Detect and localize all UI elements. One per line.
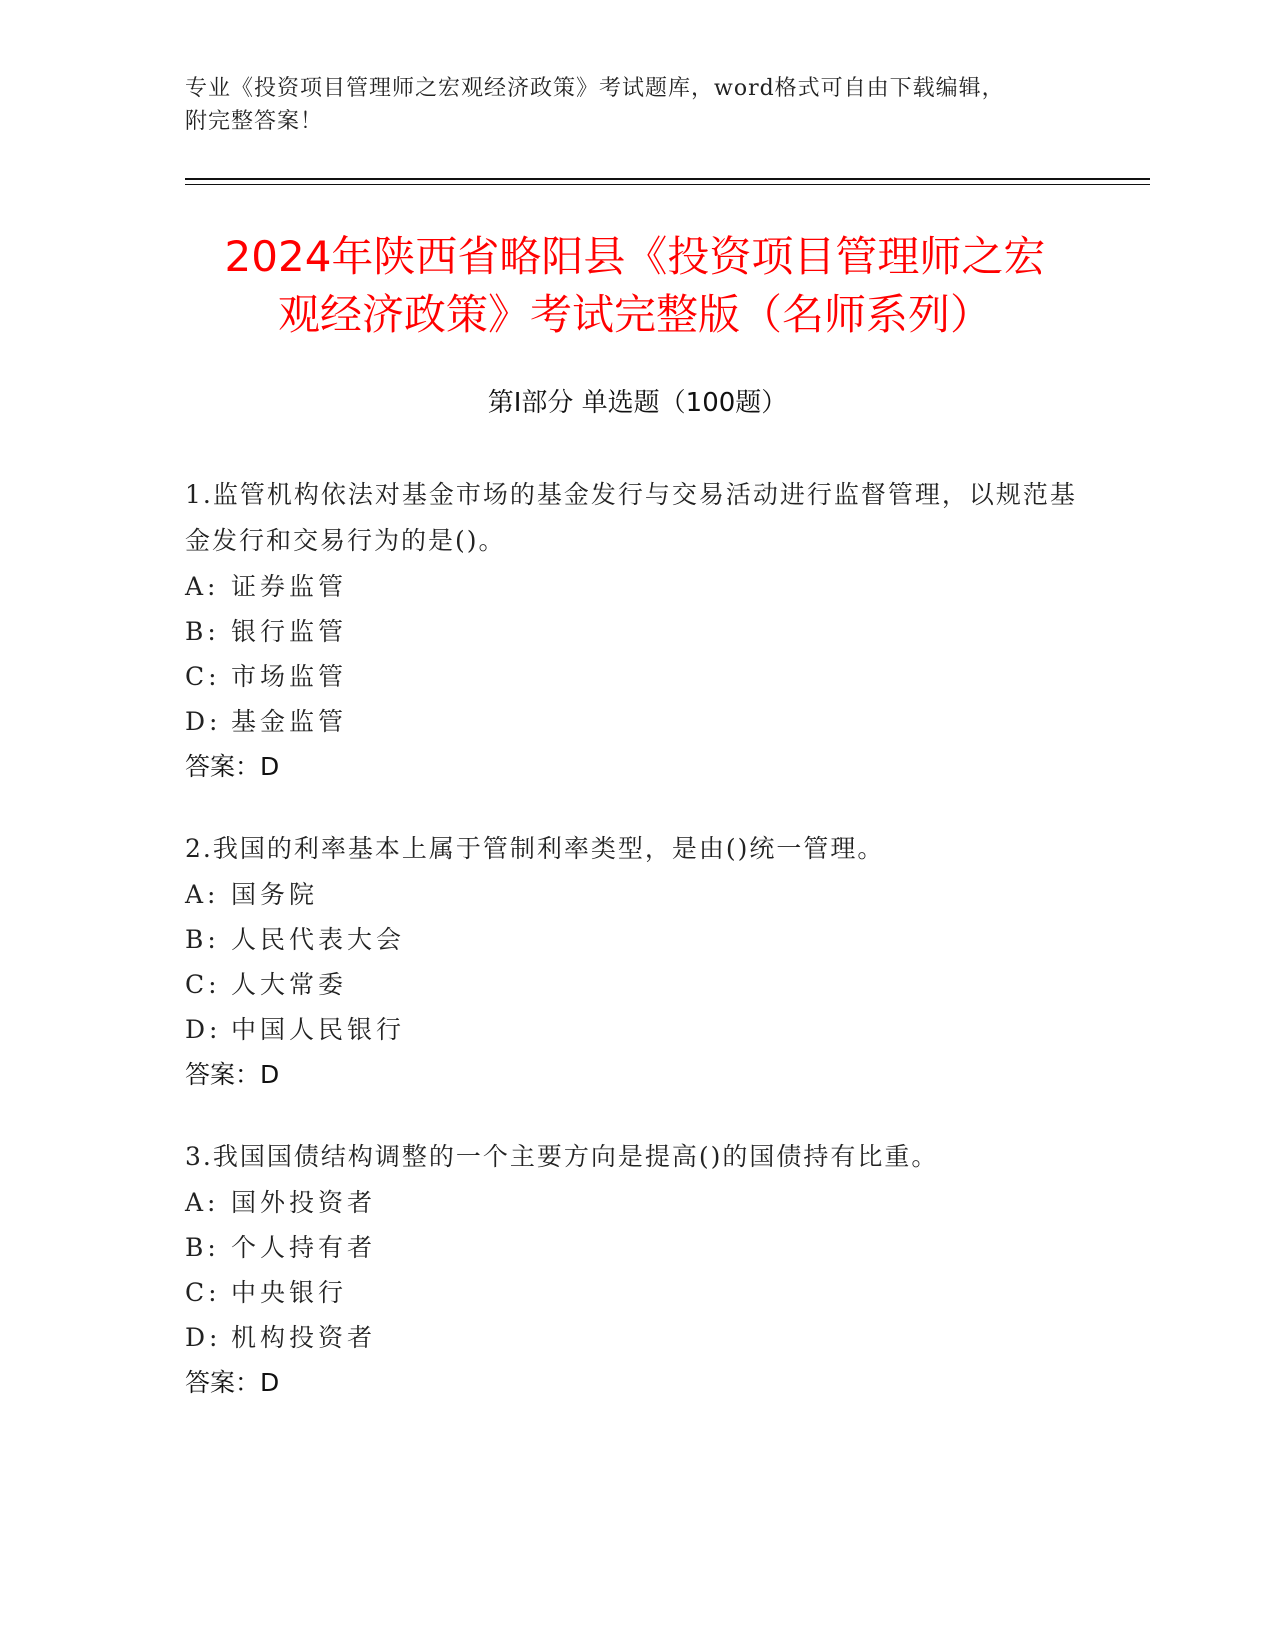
question-text: 1.监管机构依法对基金市场的基金发行与交易活动进行监督管理，以规范基金发行和交易行为的是()。	[185, 480, 1077, 555]
answer-label: 答案：D	[185, 752, 280, 781]
option-a	[185, 1180, 1085, 1225]
section-heading: 第Ⅰ部分 单选题（100题）	[487, 388, 788, 418]
question-3	[185, 1134, 1085, 1406]
option-key: C:	[185, 1278, 221, 1307]
option-b	[185, 609, 1085, 654]
question-list	[185, 472, 1085, 1442]
option-key: B:	[185, 617, 220, 646]
header-note-line-2: 附完整答案！	[185, 109, 324, 134]
option-key: B:	[185, 925, 220, 954]
option-key: C:	[185, 662, 221, 691]
header-divider-thin	[185, 184, 1150, 185]
question-text: 2.我国的利率基本上属于管制利率类型，是由()统一管理。	[185, 834, 885, 863]
header-note	[185, 72, 1085, 138]
option-key: D:	[185, 1323, 222, 1352]
option-text: 基金监管	[231, 707, 348, 736]
header-note-line-1: 专业《投资项目管理师之宏观经济政策》考试题库，word格式可自由下载编辑，	[185, 76, 1005, 101]
question-text: 3.我国国债结构调整的一个主要方向是提高()的国债持有比重。	[185, 1142, 939, 1171]
document-title-line-2: 观经济政策》考试完整版（名师系列）	[277, 290, 992, 339]
option-text: 中国人民银行	[231, 1015, 406, 1044]
option-c	[185, 1270, 1085, 1315]
option-text: 国务院	[231, 880, 319, 909]
option-d	[185, 1007, 1085, 1052]
option-key: A:	[185, 880, 220, 909]
header-divider-thick	[185, 178, 1150, 180]
option-text: 证券监管	[231, 572, 348, 601]
option-key: A:	[185, 572, 220, 601]
option-a	[185, 564, 1085, 609]
option-text: 银行监管	[231, 617, 348, 646]
option-c	[185, 654, 1085, 699]
option-key: B:	[185, 1233, 220, 1262]
option-text: 中央银行	[231, 1278, 348, 1307]
question-2	[185, 826, 1085, 1098]
question-1	[185, 472, 1085, 790]
option-b	[185, 1225, 1085, 1270]
option-key: A:	[185, 1188, 220, 1217]
option-key: D:	[185, 707, 222, 736]
option-text: 机构投资者	[231, 1323, 377, 1352]
option-b	[185, 917, 1085, 962]
option-a	[185, 872, 1085, 917]
option-key: C:	[185, 970, 221, 999]
document-title-line-1: 2024年陕西省略阳县《投资项目管理师之宏	[224, 232, 1046, 281]
document-title	[150, 228, 1120, 344]
option-d	[185, 1315, 1085, 1360]
option-text: 人民代表大会	[231, 925, 406, 954]
option-text: 国外投资者	[231, 1188, 377, 1217]
answer-label: 答案：D	[185, 1060, 280, 1089]
option-text: 人大常委	[231, 970, 348, 999]
answer-label: 答案：D	[185, 1368, 280, 1397]
option-text: 个人持有者	[231, 1233, 377, 1262]
option-d	[185, 699, 1085, 744]
option-text: 市场监管	[231, 662, 348, 691]
option-c	[185, 962, 1085, 1007]
option-key: D:	[185, 1015, 222, 1044]
